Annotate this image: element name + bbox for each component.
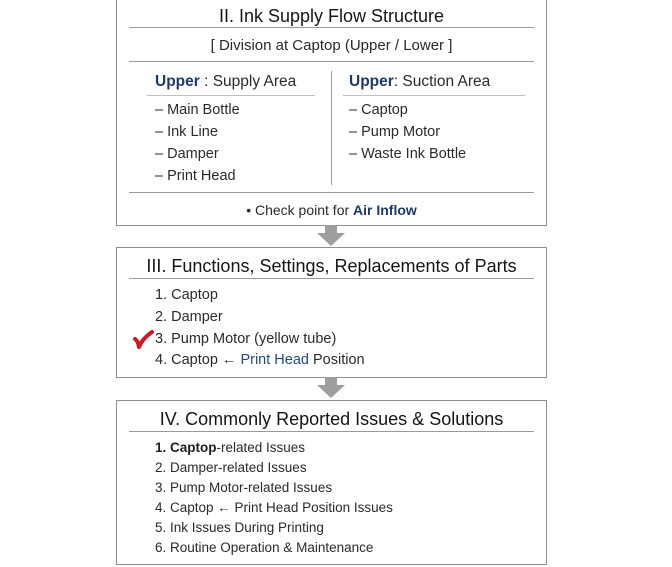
supply-area-heading: Upper : Supply Area: [155, 73, 297, 90]
section3-title: III. Functions, Settings, Replacements of Parts: [146, 256, 517, 276]
suction-area-heading: Upper: Suction Area: [349, 73, 491, 90]
checkpoint-divider: [129, 192, 534, 193]
title-divider: [129, 431, 534, 432]
issue-item: 2. Damper-related Issues: [155, 460, 307, 475]
issue-item: 1. Captop-related Issues: [155, 440, 306, 455]
supply-item: – Damper: [155, 146, 219, 162]
division-label: [ Division at Captop (Upper / Lower ]: [210, 37, 453, 54]
suction-item: – Pump Motor: [349, 124, 441, 140]
supply-heading-rule: [147, 95, 315, 96]
issue-item: 6. Routine Operation & Maintenance: [155, 540, 374, 555]
title-divider: [129, 278, 534, 279]
issue-item: 4. Captop ← Print Head Position Issues: [155, 500, 393, 515]
parts-item: 3. Pump Motor (yellow tube): [155, 331, 337, 347]
ink-supply-flow-box: [116, 0, 547, 226]
suction-item: – Waste Ink Bottle: [349, 146, 467, 162]
issues-solutions-box: [116, 400, 547, 565]
parts-item: 4. Captop ← Print Head Position: [155, 352, 365, 368]
supply-item: – Print Head: [155, 168, 236, 184]
down-arrow-icon: [314, 225, 348, 247]
functions-settings-box: [116, 247, 547, 378]
parts-item: 2. Damper: [155, 309, 223, 325]
column-divider: [331, 71, 332, 185]
issue-item: 3. Pump Motor-related Issues: [155, 480, 333, 495]
checkpoint-note: • Check point for Air Inflow: [246, 202, 417, 218]
section2-title: II. Ink Supply Flow Structure: [218, 6, 445, 26]
supply-item: – Main Bottle: [155, 102, 240, 118]
suction-heading-rule: [343, 95, 525, 96]
supply-item: – Ink Line: [155, 124, 218, 140]
section4-title: IV. Commonly Reported Issues & Solutions: [159, 409, 504, 429]
down-arrow-icon: [314, 377, 348, 399]
division-divider: [129, 61, 534, 62]
suction-item: – Captop: [349, 102, 408, 118]
parts-item: 1. Captop: [155, 287, 218, 303]
issue-item: 5. Ink Issues During Printing: [155, 520, 324, 535]
title-divider: [129, 27, 534, 28]
checkmark-icon: [132, 329, 156, 351]
